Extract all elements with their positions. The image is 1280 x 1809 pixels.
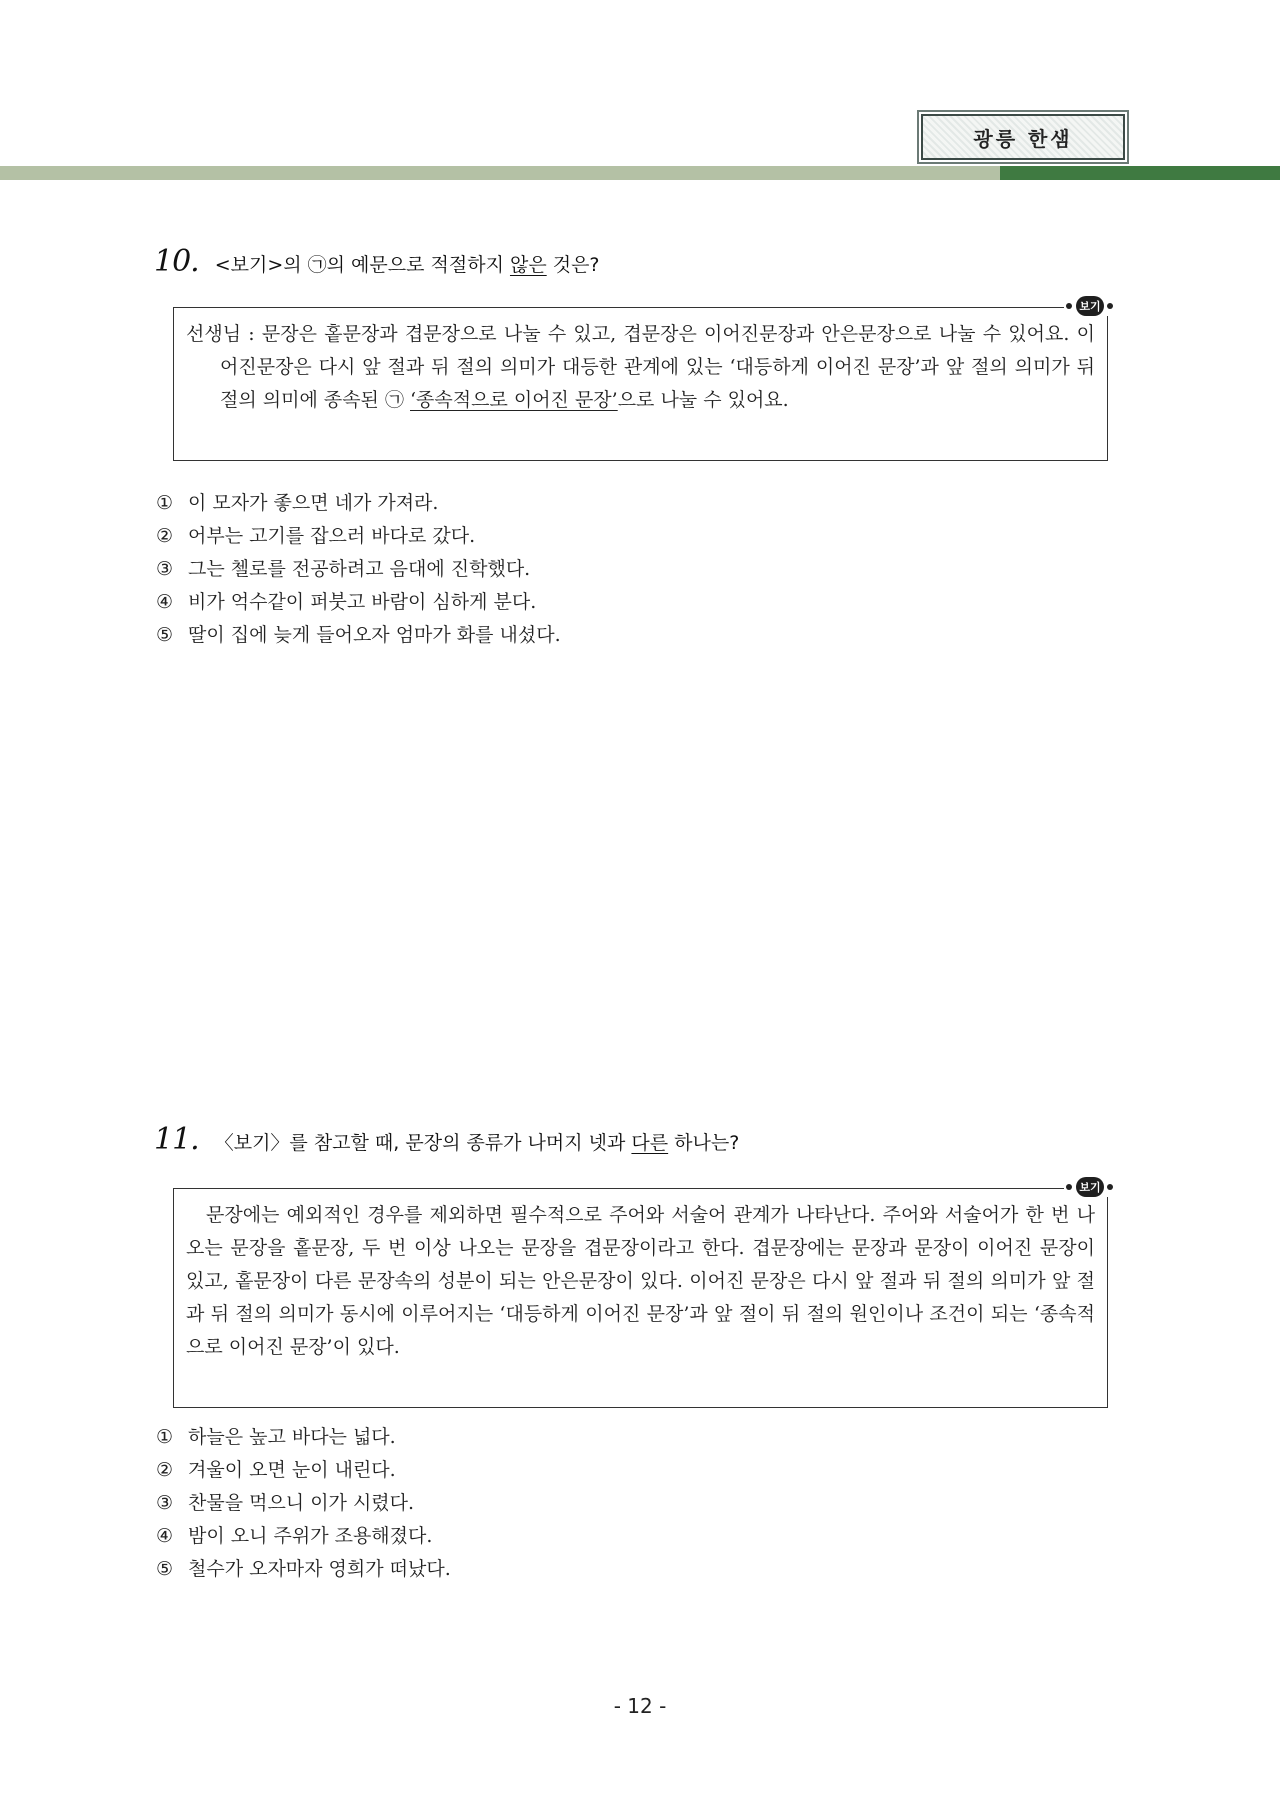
page-number: - 12 - xyxy=(613,1694,667,1718)
choice-option[interactable]: ⑤ 딸이 집에 늦게 들어오자 엄마가 화를 내셨다. xyxy=(156,624,561,646)
question-number: 11. xyxy=(154,1122,199,1157)
stem-text-end: 것은? xyxy=(546,254,600,276)
header-rule-dark xyxy=(1000,166,1280,180)
choice-option[interactable]: ④ 밤이 오니 주위가 조용해졌다. xyxy=(156,1525,433,1547)
example-box-q11 xyxy=(173,1180,1108,1408)
question-10-stem xyxy=(154,244,600,279)
choice-option[interactable]: ② 겨울이 오면 눈이 내린다. xyxy=(156,1459,396,1481)
example-text: 선생님 : 문장은 홑문장과 겹문장으로 나눌 수 있고, 겹문장은 이어진문장과 안은문장으로 나눌 수 있어요. 이어진문장은 다시 앞 절과 뒤 절의 의미가 대등한 관계에 있는 ‘대등하게 이어진 문장’과 앞 절의 의미가 뒤 절의 의미에 종속된 ㉠ ‘종속적으로 이어진 문장’으로 나눌 수 있어요. xyxy=(186,323,1095,411)
stem-text: 〈보기〉를 참고할 때, 문장의 종류가 나머지 넷과 xyxy=(214,1132,632,1154)
stem-emphasis: 다른 xyxy=(631,1132,669,1154)
choice-option[interactable]: ④ 비가 억수같이 퍼붓고 바람이 심하게 분다. xyxy=(156,591,537,613)
target-phrase: ‘종속적으로 이어진 문장’ xyxy=(410,389,618,411)
question-number: 10. xyxy=(154,244,199,279)
header-rule-light xyxy=(0,166,1000,180)
box-corner-mark xyxy=(1064,1177,1113,1197)
bogi-emblem-icon: 보기 xyxy=(1076,1177,1104,1197)
choices-q11 xyxy=(156,1421,451,1586)
bogi-emblem-icon: 보기 xyxy=(1076,296,1104,316)
example-text: 문장에는 예외적인 경우를 제외하면 필수적으로 주어와 서술어 관계가 나타난다. 주어와 서술어가 한 번 나오는 문장을 홑문장, 두 번 이상 나오는 문장을 겹문장이라고 한다. 겹문장에는 문장과 문장이 이어진 문장이 있고, 홑문장이 다른 문장속의 성분이 되는 안은문장이 있다. 이어진 문장은 다시 앞 절과 뒤 절의 의미가 앞 절과 뒤 절의 의미가 동시에 이루어지는 ‘대등하게 이어진 문장’과 앞 절이 뒤 절의 원인이나 조건이 되는 ‘종속적으로 이어진 문장’이 있다. xyxy=(186,1204,1095,1358)
choice-option[interactable]: ① 하늘은 높고 바다는 넓다. xyxy=(156,1426,396,1448)
choice-option[interactable]: ② 어부는 고기를 잡으러 바다로 갔다. xyxy=(156,525,476,547)
stem-emphasis: 않은 xyxy=(509,254,547,276)
box-corner-mark xyxy=(1064,296,1113,316)
choice-option[interactable]: ③ 찬물을 먹으니 이가 시렸다. xyxy=(156,1492,415,1514)
question-11-stem xyxy=(154,1122,739,1157)
example-box-q10 xyxy=(173,299,1108,461)
stem-text-end: 하나는? xyxy=(668,1132,740,1154)
choices-q10 xyxy=(156,487,561,652)
choice-option[interactable]: ⑤ 철수가 오자마자 영희가 떠났다. xyxy=(156,1558,451,1580)
stem-text: <보기>의 ㉠의 예문으로 적절하지 xyxy=(214,254,510,276)
choice-option[interactable]: ③ 그는 첼로를 전공하려고 음대에 진학했다. xyxy=(156,558,531,580)
school-name-badge: 광릉 한샘 xyxy=(921,114,1125,160)
choice-option[interactable]: ① 이 모자가 좋으면 네가 가져라. xyxy=(156,492,439,514)
